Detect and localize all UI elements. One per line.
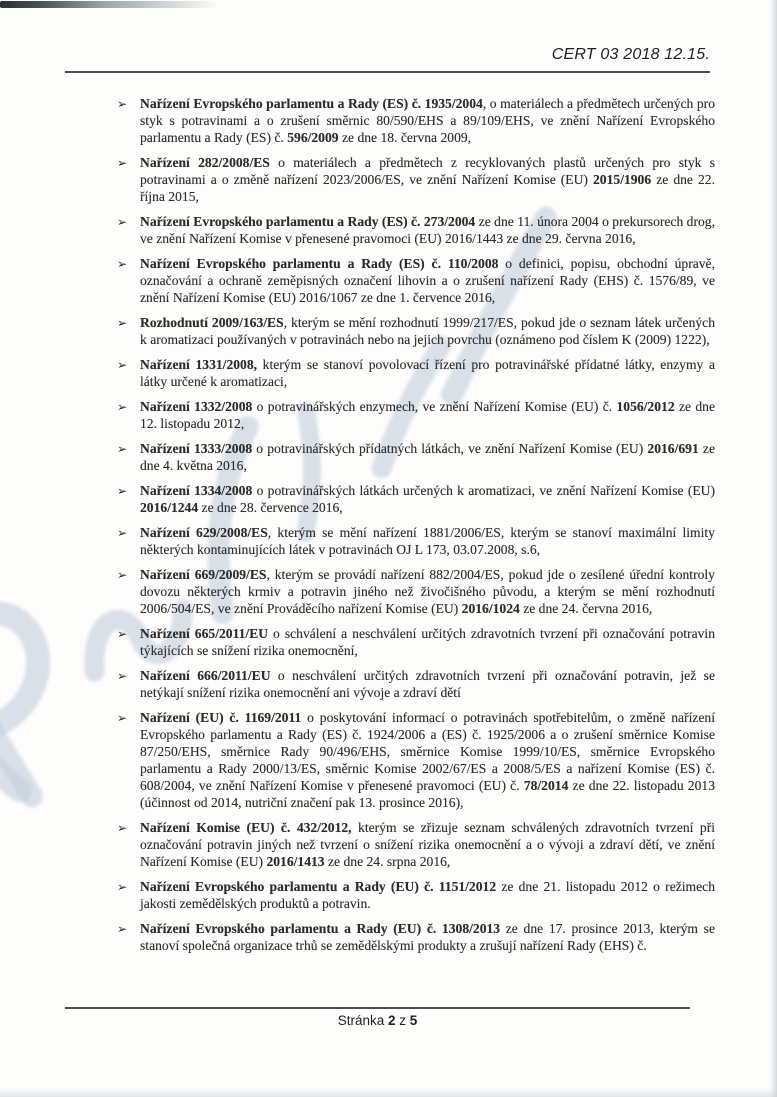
arrow-bullet-icon: ➢ — [117, 526, 128, 540]
text-run: o schválení a neschválení určitých zdravotních tvrzení při označování potravin týkajících se snížení rizika onemocnění, — [140, 626, 715, 658]
arrow-bullet-icon: ➢ — [117, 442, 128, 456]
text-run: Stránka — [337, 1013, 388, 1028]
bold-text-run: Nařízení (EU) č. 1169/2011 — [140, 710, 302, 725]
arrow-bullet-icon: ➢ — [117, 484, 128, 498]
item-text — [140, 667, 715, 701]
scan-artifact-right-edge — [770, 0, 777, 1097]
bold-text-run: Nařízení Evropského parlamentu a Rady (EU) č. 1151/2012 — [140, 879, 497, 894]
page-number — [65, 1013, 690, 1028]
text-run: ze dne 18. června 2009, — [338, 130, 472, 145]
bold-text-run: Nařízení 666/2011/EU — [140, 668, 271, 683]
text-run: o materiálech a předmětech z recyklovaných plastů určených pro styk s potravinami a o změně nařízení 2023/2006/ES, ve znění Nařízení Komise (EU) — [140, 155, 715, 187]
text-run: o potravinářských látkách určených k aromatizaci, ve znění Nařízení Komise (EU) — [252, 483, 715, 498]
text-run: ze dne 4. května 2016, — [140, 441, 715, 473]
text-run: ze dne 21. listopadu 2012 o režimech jakosti zemědělských produktů a potravin. — [140, 879, 715, 911]
list-item — [117, 314, 715, 348]
bold-text-run: 2016/1024 — [461, 601, 520, 616]
text-run: kterým se stanoví povolovací řízení pro potravinářské přídatné látky, enzymy a látky určené k aromatizaci, — [140, 357, 715, 389]
list-item — [117, 566, 715, 617]
text-run: ze dne 17. prosince 2013, kterým se stanoví společná organizace trhů se zemědělskými produkty a zrušují nařízení Rady (EHS) č. — [140, 921, 715, 953]
list-item — [117, 878, 715, 912]
item-text — [140, 356, 715, 390]
list-item — [117, 398, 715, 432]
bold-text-run: Nařízení 1332/2008 — [140, 399, 253, 414]
bold-text-run: 5 — [409, 1013, 418, 1028]
list-item — [117, 667, 715, 701]
text-run: ze dne 24. srpna 2016, — [324, 854, 451, 869]
text-run: kterým se zřizuje seznam schválených zdravotních tvrzení při označování potravin jiných než tvrzení o snížení rizika onemocnění a o vývoji a zdraví dětí, ve znění Nařízení Komise (EU) — [140, 820, 715, 869]
item-text — [140, 440, 715, 474]
bold-text-run: 2016/691 — [647, 441, 699, 456]
item-text — [140, 709, 715, 811]
text-run: z — [395, 1013, 410, 1028]
bold-text-run: Nařízení 665/2011/EU — [140, 626, 269, 641]
bold-text-run: Nařízení Evropského parlamentu a Rady (ES) č. 110/2008 — [140, 256, 499, 271]
item-text — [140, 255, 715, 306]
text-run: ze dne 28. července 2016, — [198, 500, 343, 515]
list-item — [117, 95, 715, 146]
text-run: , o materiálech a předmětech určených pro styk s potravinami a o zrušení směrnic 80/590/EHS a 89/109/EHS, ve znění Nařízení Evropského parlamentu a Rady (ES) č. — [140, 96, 715, 145]
list-item — [117, 154, 715, 205]
scan-artifact-bottom-edge — [0, 1088, 777, 1097]
item-text — [140, 524, 715, 558]
arrow-bullet-icon: ➢ — [117, 400, 128, 414]
bold-text-run: Nařízení Evropského parlamentu a Rady (ES) č. 1935/2004 — [140, 96, 483, 111]
arrow-bullet-icon: ➢ — [117, 821, 128, 835]
text-run: , kterým se provádí nařízení 882/2004/ES, pokud jde o zesílené úřední kontroly dovozu některých krmiv a potravin jiného než živočišného původu, a kterým se mění rozhodnutí 2006/504/ES, ve znění Prováděcího nařízení Komise (EU) — [140, 567, 715, 616]
header-stamp: CERT 03 2018 12.15. — [551, 46, 710, 63]
footer-rule — [65, 1007, 690, 1009]
bold-text-run: 2 — [387, 1013, 396, 1028]
bold-text-run: Nařízení 669/2009/ES — [140, 567, 267, 582]
list-item — [117, 356, 715, 390]
scan-artifact-top-edge — [0, 1, 230, 8]
list-item — [117, 819, 715, 870]
arrow-bullet-icon: ➢ — [117, 669, 128, 683]
arrow-bullet-icon: ➢ — [117, 156, 128, 170]
item-text — [140, 154, 715, 205]
list-item — [117, 255, 715, 306]
arrow-bullet-icon: ➢ — [117, 922, 128, 936]
list-item — [117, 625, 715, 659]
text-run: o potravinářských enzymech, ve znění Nařízení Komise (EU) č. — [252, 399, 617, 414]
item-text — [140, 95, 715, 146]
bold-text-run: Nařízení Komise (EU) č. 432/2012, — [140, 820, 352, 835]
list-item — [117, 524, 715, 558]
bold-text-run: Nařízení 629/2008/ES — [140, 525, 268, 540]
text-run: o definici, popisu, obchodní úpravě, označování a ochraně zeměpisných označení lihovin a o zrušení nařízení Rady (EHS) č. 1576/89, ve znění Nařízení Komise (EU) 2016/1067 ze dne 1. července 2016, — [140, 256, 715, 305]
text-run: o potravinářských přídatných látkách, ve znění Nařízení Komise (EU) — [252, 441, 648, 456]
text-run: ze dne 24. června 2016, — [519, 601, 653, 616]
text-run: ze dne 12. listopadu 2012, — [140, 399, 715, 431]
item-text — [140, 398, 715, 432]
arrow-bullet-icon: ➢ — [117, 215, 128, 229]
bold-text-run: Nařízení 1334/2008 — [140, 483, 253, 498]
text-run: , kterým se mění rozhodnutí 1999/217/ES, pokud jde o seznam látek určených k aromatizaci používaných v potravinách nebo na jejich povrchu (oznámeno pod číslem K (2009) 1222), — [140, 315, 715, 347]
arrow-bullet-icon: ➢ — [117, 627, 128, 641]
list-item — [117, 482, 715, 516]
bold-text-run: 596/2009 — [287, 130, 339, 145]
text-run: o neschválení určitých zdravotních tvrzení při označování potravin, jež se netýkají snížení rizika onemocnění ani vývoje a zdraví dětí — [140, 668, 715, 700]
text-run: , kterým se mění nařízení 1881/2006/ES, kterým se stanoví maximální limity některých kontaminujících látek v potravinách OJ L 173, 03.07.2008, s.6, — [140, 525, 715, 557]
text-run: ze dne 22. října 2015, — [140, 172, 715, 204]
bold-text-run: 2016/1413 — [266, 854, 325, 869]
arrow-bullet-icon: ➢ — [117, 358, 128, 372]
arrow-bullet-icon: ➢ — [117, 97, 128, 111]
item-text — [140, 213, 715, 247]
bold-text-run: Nařízení Evropského parlamentu a Rady (ES) č. 273/2004 — [140, 214, 476, 229]
bold-text-run: Nařízení 1331/2008, — [140, 357, 258, 372]
bold-text-run: Nařízení 1333/2008 — [140, 441, 253, 456]
regulation-list — [117, 95, 715, 954]
bold-text-run: 78/2014 — [523, 778, 569, 793]
item-text — [140, 566, 715, 617]
item-text — [140, 314, 715, 348]
text-run: ze dne 11. února 2004 o prekursorech drog, ve znění Nařízení Komise v přenesené pravomoci (EU) 2016/1443 ze dne 29. června 2016, — [140, 214, 715, 246]
list-item — [117, 213, 715, 247]
bold-text-run: 2015/1906 — [593, 172, 652, 187]
item-text — [140, 920, 715, 954]
list-item — [117, 440, 715, 474]
arrow-bullet-icon: ➢ — [117, 316, 128, 330]
bold-text-run: Nařízení Evropského parlamentu a Rady (EU) č. 1308/2013 — [140, 921, 501, 936]
item-text — [140, 625, 715, 659]
item-text — [140, 878, 715, 912]
text-run: ze dne 22. listopadu 2013 (účinnost od 2014, nutriční značení pak 13. prosince 2016), — [140, 778, 715, 810]
bold-text-run: Nařízení 282/2008/ES — [140, 155, 270, 170]
item-text — [140, 482, 715, 516]
list-item — [117, 920, 715, 954]
list-item — [117, 709, 715, 811]
bold-text-run: Rozhodnutí 2009/163/ES — [140, 315, 284, 330]
header-rule — [65, 71, 710, 73]
arrow-bullet-icon: ➢ — [117, 880, 128, 894]
arrow-bullet-icon: ➢ — [117, 711, 128, 725]
arrow-bullet-icon: ➢ — [117, 257, 128, 271]
bold-text-run: 2016/1244 — [140, 500, 199, 515]
item-text — [140, 819, 715, 870]
text-run: o poskytování informací o potravinách spotřebitelům, o změně nařízení Evropského parlamentu a Rady (ES) č. 1924/2006 a (ES) č. 1925/2006 a o zrušení směrnice Komise 87/250/EHS, směrnice Rady 90/496/EHS, směrnice Komise 1999/10/ES, směrnice Evropského parlamentu a Rady 2000/13/ES, směrnic Komise 2002/67/ES a 2008/5/ES a nařízení Komise (ES) č. 608/2004, ve znění Nařízení Komise v přenesené pravomoci (EU) č. — [140, 710, 715, 793]
arrow-bullet-icon: ➢ — [117, 568, 128, 582]
bold-text-run: 1056/2012 — [616, 399, 675, 414]
